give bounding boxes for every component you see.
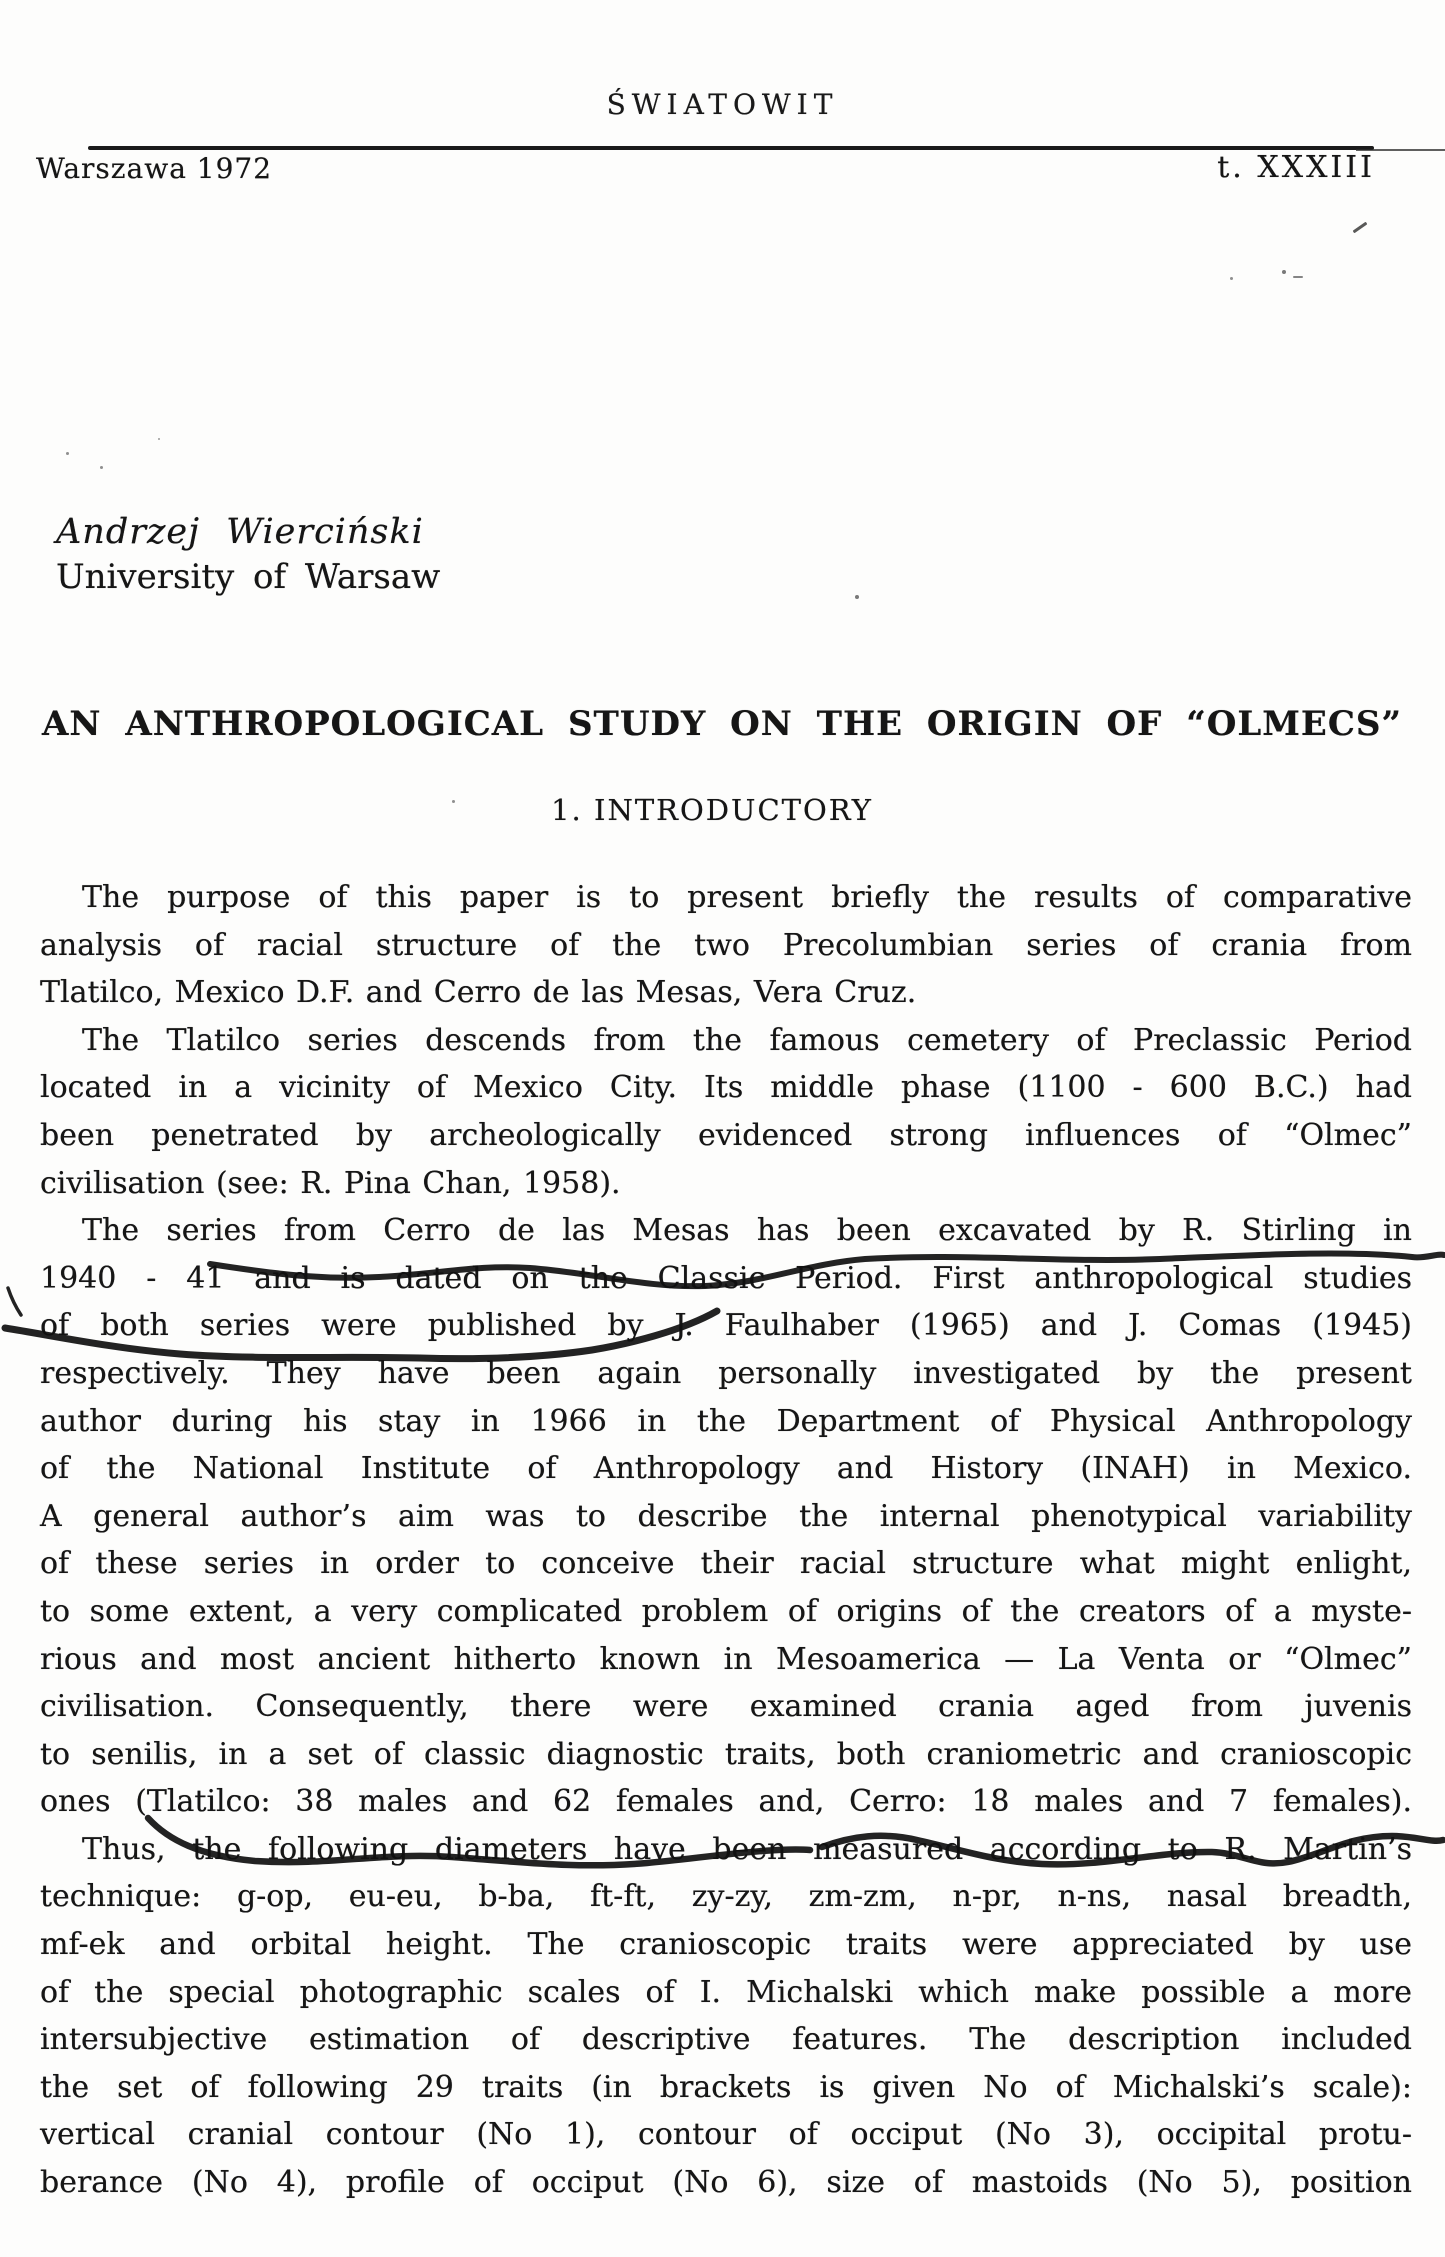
text-line: Thus, the following diameters have been measured according to R. Martin’s [82,1831,1412,1867]
text-line: to senilis, in a set of classic diagnostic traits, both craniometric and cranioscopic [40,1736,1412,1772]
text-line: been penetrated by archeologically evidenced strong influences of “Olmec” [40,1117,1412,1153]
author-block [56,510,440,600]
section-heading: 1. INTRODUCTORY [551,793,873,827]
author-name: Andrzej Wierciński [56,512,424,552]
scan-speck [66,452,69,455]
text-line: vertical cranial contour (No 1), contour of occiput (No 3), occipital protu- [40,2117,1412,2153]
text-line: A general author’s aim was to describe the internal phenotypical variability [40,1498,1412,1534]
text-line: technique: g-op, eu-eu, b-ba, ft-ft, zy-zy, zm-zm, n-pr, n-ns, nasal breadth, [40,1879,1412,1915]
scan-speck [100,466,103,469]
text-line: the set of following 29 traits (in brackets is given No of Michalski’s scale): [40,2069,1412,2105]
scan-speck [1282,270,1286,274]
text-line: of these series in order to conceive their racial structure what might enlight, [40,1546,1412,1582]
scan-speck [452,800,455,803]
text-line: Tlatilco, Mexico D.F. and Cerro de las Mesas, Vera Cruz. [40,975,917,1011]
journal-name: ŚWIATOWIT [606,88,839,121]
scan-speck [855,595,859,599]
text-line: of both series were published by J. Faulhaber (1965) and J. Comas (1945) [40,1308,1412,1344]
text-line: located in a vicinity of Mexico City. Its middle phase (1100 - 600 B.C.) had [40,1070,1412,1106]
text-line: of the special photographic scales of I. Michalski which make possible a more [40,1974,1412,2010]
text-line: The purpose of this paper is to present briefly the results of comparative [82,880,1412,915]
text-line: 1940 - 41 and is dated on the Classic Period. First anthropological studies [40,1260,1412,1296]
text-line: analysis of racial structure of the two Precolumbian series of crania from [40,927,1412,963]
text-line: The series from Cerro de las Mesas has been excavated by R. Stirling in [82,1213,1412,1249]
text-line: rious and most ancient hitherto known in Mesoamerica — La Venta or “Olmec” [40,1641,1412,1677]
scan-speck [1293,276,1303,278]
scan-speck [1230,277,1233,280]
text-line: author during his stay in 1966 in the Department of Physical Anthropology [40,1403,1412,1439]
journal-volume: t. XXXIII [1217,150,1375,185]
scan-speck [158,438,160,440]
text-line: civilisation. Consequently, there were examined crania aged from juvenis [40,1689,1412,1725]
text-line: to some extent, a very complicated problem of origins of the creators of a myste- [40,1593,1412,1629]
text-line: berance (No 4), profile of occiput (No 6), size of mastoids (No 5), position [40,2165,1412,2201]
journal-place-year: Warszawa 1972 [36,152,273,185]
text-line: civilisation (see: R. Pina Chan, 1958). [40,1165,621,1201]
article-title: AN ANTHROPOLOGICAL STUDY ON THE ORIGIN OF “OLMECS” [42,704,1402,744]
text-line: ones (Tlatilco: 38 males and 62 females and, Cerro: 18 males and 7 females). [40,1784,1412,1820]
text-line: intersubjective estimation of descriptive features. The description included [40,2022,1412,2058]
pen-margin-tick [8,1288,21,1315]
text-line: mf-ek and orbital height. The cranioscopic traits were appreciated by use [40,1927,1412,1963]
text-line: of the National Institute of Anthropology and History (INAH) in Mexico. [40,1451,1412,1487]
article-body [40,874,1412,2207]
header-rule [88,146,1374,150]
author-affiliation: University of Warsaw [56,557,441,597]
text-line: respectively. They have been again personally investigated by the present [40,1355,1412,1391]
text-line: The Tlatilco series descends from the famous cemetery of Preclassic Period [82,1022,1412,1058]
scan-speck [1353,222,1368,234]
